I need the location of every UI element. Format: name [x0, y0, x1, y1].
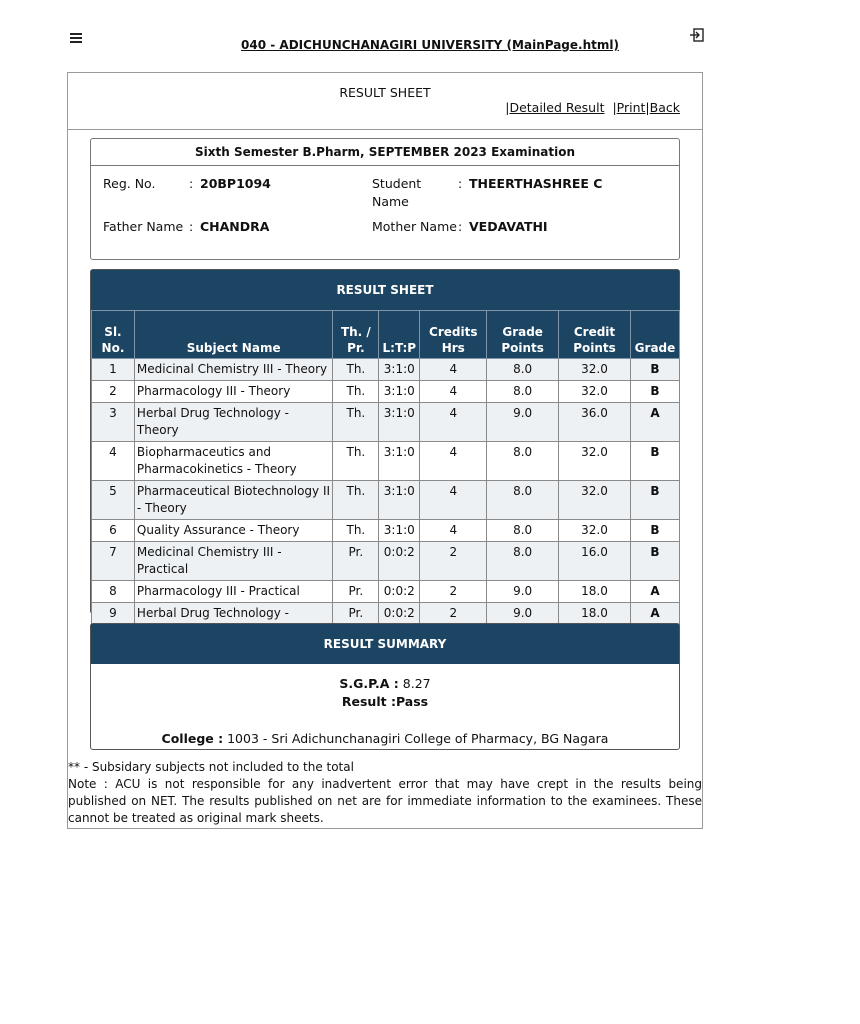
credits-hrs-cell: 4	[420, 359, 487, 381]
result-sheet-heading: RESULT SHEET	[91, 270, 679, 310]
page-title: RESULT SHEET	[339, 85, 431, 100]
ltp-cell: 3:1:0	[379, 481, 420, 520]
credit-points-cell: 32.0	[559, 442, 631, 481]
subject-name-cell: Medicinal Chemistry III - Theory	[134, 359, 333, 381]
print-link[interactable]: Print	[616, 100, 646, 115]
sl-no-cell: 1	[92, 359, 135, 381]
logout-icon[interactable]	[689, 27, 705, 43]
grade-cell: A	[630, 603, 679, 642]
result-table-body	[92, 359, 680, 642]
credits-hrs-cell: 2	[420, 603, 487, 642]
sl-no-cell: 6	[92, 520, 135, 542]
reg-no-value: 20BP1094	[200, 176, 271, 191]
sl-no-cell: 9	[92, 603, 135, 642]
student-name-row: Student Name: THEERTHASHREE C	[372, 176, 603, 209]
grade-cell: A	[630, 581, 679, 603]
col-subject-name: Subject Name	[134, 311, 333, 359]
th-pr-cell: Pr.	[333, 542, 379, 581]
grade-points-cell: 8.0	[487, 520, 559, 542]
top-bar	[0, 0, 768, 70]
grade-cell: A	[630, 403, 679, 442]
sl-no-cell: 5	[92, 481, 135, 520]
credits-hrs-cell: 4	[420, 481, 487, 520]
student-name-label: Student Name	[372, 176, 422, 209]
reg-no-row: Reg. No. : 20BP1094	[103, 176, 271, 191]
col-sl-no: Sl. No.	[92, 311, 135, 359]
grade-cell: B	[630, 381, 679, 403]
student-name-value: THEERTHASHREE C	[469, 176, 603, 191]
subject-name-cell: Herbal Drug Technology - Theory	[134, 403, 333, 442]
credits-hrs-cell: 4	[420, 442, 487, 481]
subject-name-cell: Biopharmaceutics and Pharmacokinetics - Theory	[134, 442, 333, 481]
college-label: College :	[161, 731, 224, 746]
grade-cell: B	[630, 481, 679, 520]
ltp-cell: 3:1:0	[379, 381, 420, 403]
mother-name-row: Mother Name: VEDAVATHI	[372, 219, 548, 234]
ltp-cell: 0:0:2	[379, 581, 420, 603]
result-sheet-panel	[67, 72, 703, 829]
college-line	[91, 731, 679, 746]
credits-hrs-cell: 4	[420, 403, 487, 442]
sl-no-cell: 3	[92, 403, 135, 442]
sl-no-cell: 8	[92, 581, 135, 603]
th-pr-cell: Th.	[333, 359, 379, 381]
th-pr-cell: Th.	[333, 381, 379, 403]
th-pr-cell: Th.	[333, 520, 379, 542]
father-name-row: Father Name : CHANDRA	[103, 219, 270, 234]
grade-points-cell: 8.0	[487, 542, 559, 581]
ltp-cell: 3:1:0	[379, 442, 420, 481]
credits-hrs-cell: 2	[420, 542, 487, 581]
th-pr-cell: Th.	[333, 403, 379, 442]
grade-points-cell: 8.0	[487, 381, 559, 403]
exam-title: Sixth Semester B.Pharm, SEPTEMBER 2023 Examination	[91, 139, 679, 166]
header-links: |Detailed Result |Print|Back	[505, 100, 680, 115]
table-row	[92, 359, 680, 381]
credit-points-cell: 16.0	[559, 542, 631, 581]
father-name-label: Father Name	[103, 219, 184, 234]
credit-points-cell: 32.0	[559, 520, 631, 542]
sgpa-label: S.G.P.A :	[339, 676, 399, 691]
credit-points-cell: 36.0	[559, 403, 631, 442]
credits-hrs-cell: 2	[420, 581, 487, 603]
th-pr-cell: Pr.	[333, 581, 379, 603]
college-value: 1003 - Sri Adichunchanagiri College of Pharmacy, BG Nagara	[227, 731, 609, 746]
table-row	[92, 442, 680, 481]
col-credits-hrs: Credits Hrs	[420, 311, 487, 359]
table-header-row	[92, 311, 680, 359]
table-row	[92, 481, 680, 520]
col-ltp: L:T:P	[379, 311, 420, 359]
credits-hrs-cell: 4	[420, 520, 487, 542]
table-row	[92, 520, 680, 542]
table-row	[92, 581, 680, 603]
grade-cell: B	[630, 359, 679, 381]
sl-no-cell: 7	[92, 542, 135, 581]
th-pr-cell: Th.	[333, 442, 379, 481]
grade-cell: B	[630, 520, 679, 542]
disclaimer-note: Note : ACU is not responsible for any inadvertent error that may have crept in the results being published on NET. The results published on net are for immediate information to the examinees. These cannot be treated as original mark sheets.	[68, 777, 702, 825]
grade-points-cell: 9.0	[487, 403, 559, 442]
subject-name-cell: Pharmaceutical Biotechnology II - Theory	[134, 481, 333, 520]
sgpa-value: 8.27	[402, 676, 431, 691]
subject-name-cell: Pharmacology III - Theory	[134, 381, 333, 403]
sl-no-cell: 2	[92, 381, 135, 403]
ltp-cell: 0:0:2	[379, 542, 420, 581]
ltp-cell: 3:1:0	[379, 359, 420, 381]
ltp-cell: 3:1:0	[379, 520, 420, 542]
ltp-cell: 0:0:2	[379, 603, 420, 642]
panel-header	[68, 73, 702, 130]
subsidiary-note: ** - Subsidary subjects not included to the total	[68, 760, 354, 774]
col-credit-points: Credit Points	[559, 311, 631, 359]
back-link[interactable]: Back	[649, 100, 680, 115]
credit-points-cell: 32.0	[559, 381, 631, 403]
credits-hrs-cell: 4	[420, 381, 487, 403]
grade-cell: B	[630, 442, 679, 481]
table-row	[92, 403, 680, 442]
col-th-pr: Th. / Pr.	[333, 311, 379, 359]
grade-points-cell: 9.0	[487, 603, 559, 642]
student-info-box	[90, 138, 680, 260]
credit-points-cell: 18.0	[559, 603, 631, 642]
result-table-box	[90, 269, 680, 620]
result-summary-box	[90, 623, 680, 750]
subject-name-cell: Pharmacology III - Practical	[134, 581, 333, 603]
mother-name-label: Mother Name	[372, 219, 457, 234]
th-pr-cell: Pr.	[333, 603, 379, 642]
result-summary-heading: RESULT SUMMARY	[91, 624, 679, 664]
credit-points-cell: 18.0	[559, 581, 631, 603]
subject-name-cell: Quality Assurance - Theory	[134, 520, 333, 542]
th-pr-cell: Th.	[333, 481, 379, 520]
grade-points-cell: 8.0	[487, 359, 559, 381]
subject-name-cell: Medicinal Chemistry III - Practical	[134, 542, 333, 581]
reg-no-label: Reg. No.	[103, 176, 156, 191]
mother-name-value: VEDAVATHI	[469, 219, 548, 234]
col-grade-points: Grade Points	[487, 311, 559, 359]
ltp-cell: 3:1:0	[379, 403, 420, 442]
university-main-page-link[interactable]: 040 - ADICHUNCHANAGIRI UNIVERSITY (MainPage.html)	[241, 38, 619, 52]
grade-points-cell: 8.0	[487, 442, 559, 481]
father-name-value: CHANDRA	[200, 219, 270, 234]
grade-cell: B	[630, 542, 679, 581]
col-grade: Grade	[630, 311, 679, 359]
grade-points-cell: 9.0	[487, 581, 559, 603]
result-table	[91, 310, 680, 642]
table-row	[92, 381, 680, 403]
subject-name-cell: Herbal Drug Technology -	[134, 603, 333, 642]
sgpa-line	[91, 676, 679, 691]
grade-points-cell: 8.0	[487, 481, 559, 520]
table-row	[92, 542, 680, 581]
credit-points-cell: 32.0	[559, 359, 631, 381]
result-status: Result :Pass	[341, 694, 429, 709]
footer-notes	[68, 759, 702, 827]
sl-no-cell: 4	[92, 442, 135, 481]
credit-points-cell: 32.0	[559, 481, 631, 520]
detailed-result-link[interactable]: Detailed Result	[509, 100, 605, 115]
